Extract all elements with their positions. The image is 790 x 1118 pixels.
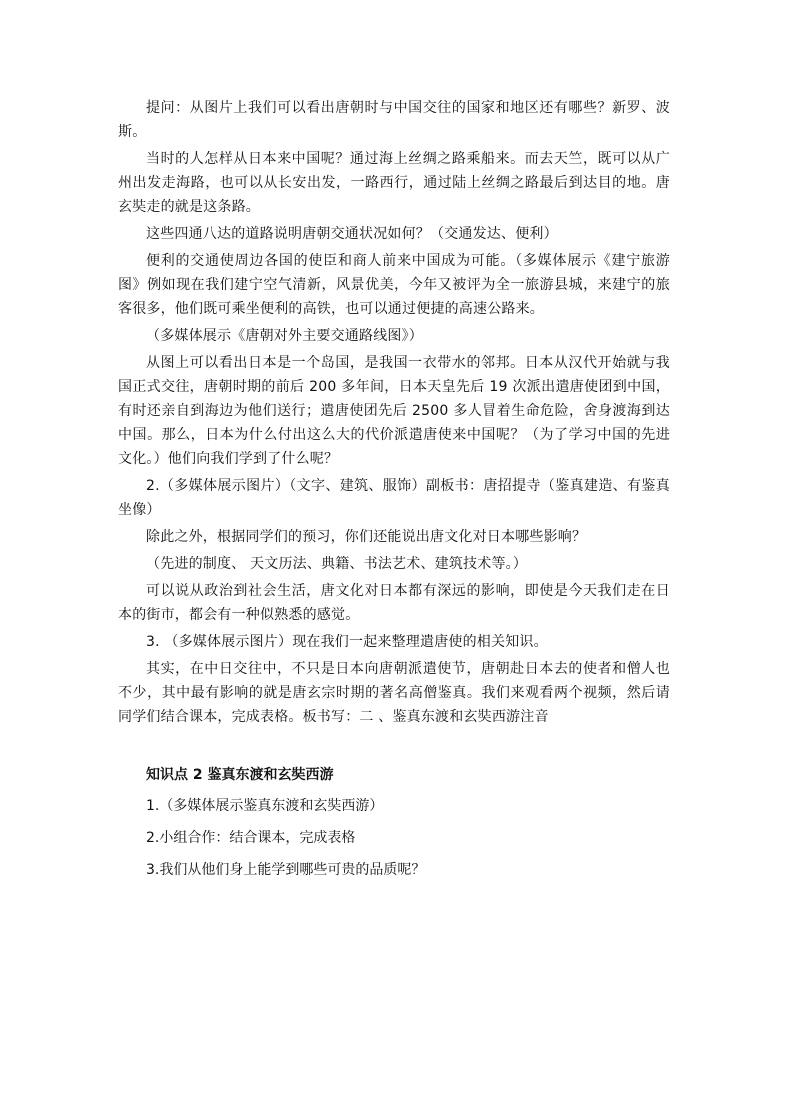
paragraph-jianning-tourism: 便利的交通使周边各国的使臣和商人前来中国成为可能。（多媒体展示《建宁旅游图》例如现在我们建宁空气清新，风景优美，今年又被评为全一旅游县城，来建宁的旅客很多，他们既可乘坐便利的高铁，也可以通过便捷的高速公路来。: [118, 253, 670, 317]
paragraph-envoy-summary: 3. （多媒体展示图片）现在我们一起来整理遣唐使的相关知识。: [146, 634, 548, 650]
paragraph-preview-question: 除此之外，根据同学们的预习，你们还能说出唐文化对日本哪些影响？: [146, 529, 587, 545]
paragraph-deep-influence: 可以说从政治到社会生活，唐文化对日本都有深远的影响，即使是今天我们走在日本的街市，都会有一种似熟悉的感觉。: [118, 583, 670, 623]
paragraph-japan-envoys: 从图上可以看出日本是一个岛国，是我国一衣带水的邻邦。日本从汉代开始就与我国正式交往，唐朝时期的前后 200 多年间，日本天皇先后 19 次派出遣唐使团到中国，有时还亲自到海边为他们送行；遣唐使团先后 2500 多人冒着生命危险，舍身渡海到达中国。那么，日本为什么付出这么大的代价派遣唐使来中国呢？（为了学习中国的先进文化。）他们向我们学到了什么呢？: [118, 355, 670, 467]
section-heading: 知识点 2 鉴真东渡和玄奘西游: [146, 767, 334, 783]
section-item-1: 1.（多媒体展示鉴真东渡和玄奘西游）: [146, 798, 384, 814]
section-item-2: 2.小组合作：结合课本，完成表格: [146, 830, 356, 846]
paragraph-jianzhen-intro: 其实，在中日交往中，不只是日本向唐朝派遣使节，唐朝赴日本去的使者和僧人也不少，其中最有影响的就是唐玄宗时期的著名高僧鉴真。我们来观看两个视频，然后请同学们结合课本，完成表格。板书写：二 、鉴真东渡和玄奘西游注音: [118, 661, 670, 725]
document-body: [118, 96, 670, 890]
paragraph-travel-routes: 当时的人怎样从日本来中国呢？通过海上丝绸之路乘船来。而去天竺，既可以从广州出发走海路，也可以从长安出发，一路西行，通过陆上丝绸之路最后到达目的地。唐玄奘走的就是这条路。: [118, 151, 670, 215]
paragraph-influences-answer: （先进的制度、 天文历法、典籍、书法艺术、建筑技术等。）: [146, 556, 528, 572]
paragraph-transport-question: 这些四通八达的道路说明唐朝交通状况如何？（交通发达、便利）: [146, 226, 558, 242]
paragraph-toshodaiji: 2.（多媒体展示图片）（文字、建筑、服饰）副板书：唐招提寺（鉴真建造、有鉴真坐像）: [118, 478, 670, 518]
section-item-3: 3.我们从他们身上能学到哪些可贵的品质呢？: [146, 862, 426, 878]
paragraph-question-countries: 提问：从图片上我们可以看出唐朝时与中国交往的国家和地区还有哪些？新罗、波斯。: [118, 100, 670, 140]
paragraph-route-map: （多媒体展示《唐朝对外主要交通路线图》）: [146, 328, 423, 344]
